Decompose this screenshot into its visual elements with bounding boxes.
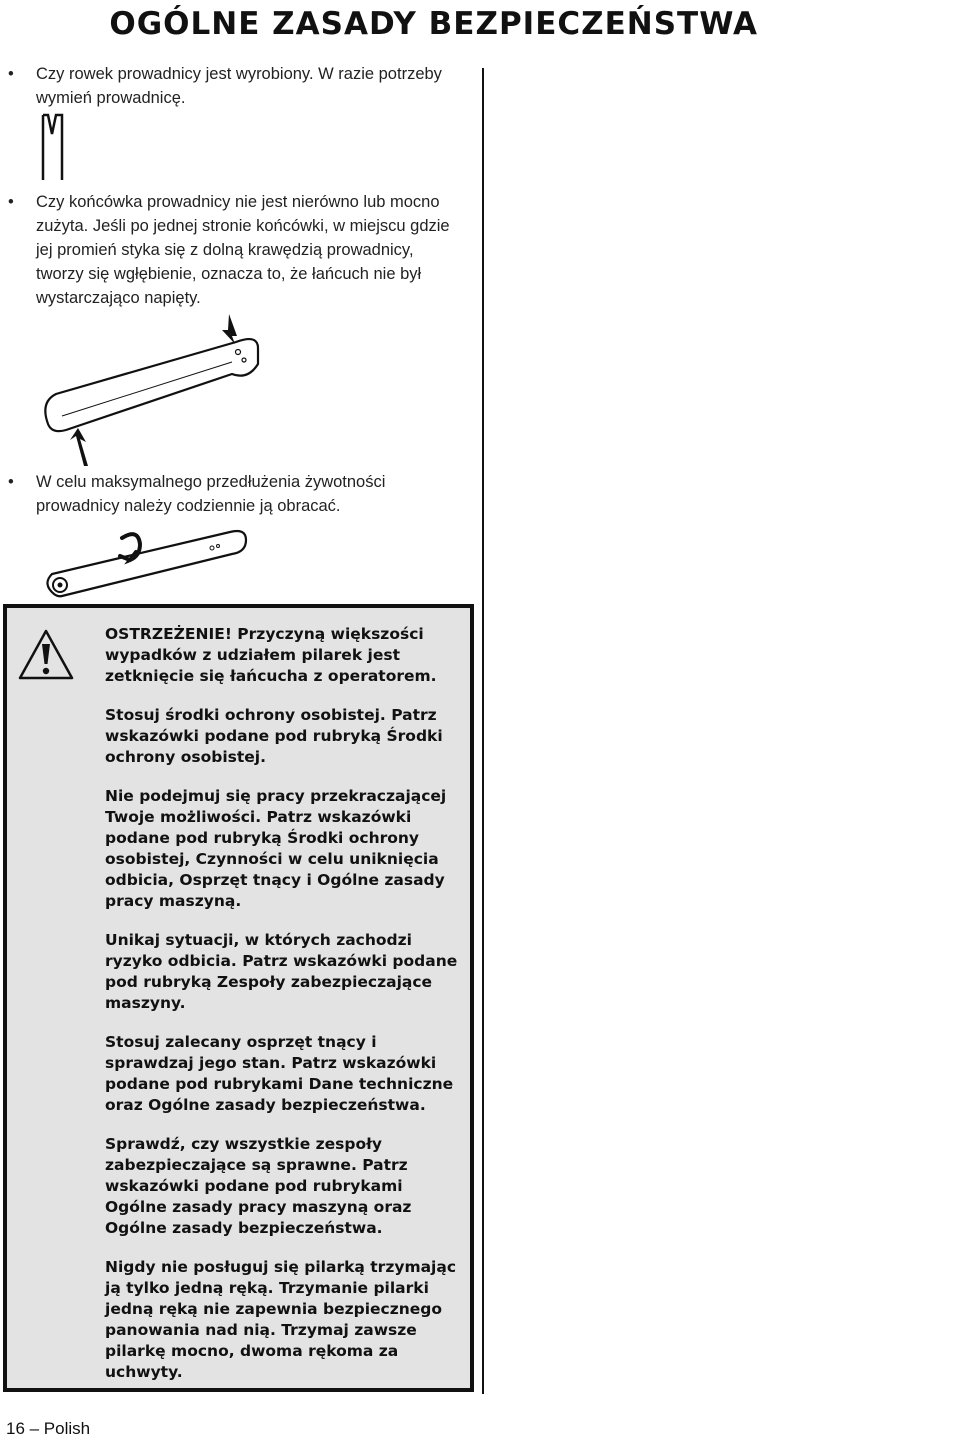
worn-guide-bar-figure [36,302,272,470]
bullet-text: Czy końcówka prowadnicy nie jest nierówno lub mocno zużyta. Jeśli po jednej stronie końcówki, w miejscu gdzie jej promień styka się z dolną krawędzią prowadnicy, tworzy się wgłębienie, oznacza to, że łańcuch nie był wystarczająco napięty. [36,193,450,307]
list-item [8,470,463,518]
warning-paragraph: OSTRZEŻENIE! Przyczyną większości wypadków z udziałem pilarek jest zetknięcie się łańcucha z operatorem. [105,625,437,685]
bullet-text: Czy rowek prowadnicy jest wyrobiony. W razie potrzeby wymień prowadnicę. [36,65,442,107]
groove-cross-section-figure [40,112,80,184]
page-footer: 16 – Polish [6,1419,91,1438]
list-item [8,62,463,110]
warning-paragraph: Nie podejmuj się pracy przekraczającej Twoje możliwości. Patrz wskazówki podane pod rubryką Środki ochrony osobistej, Czynności w celu uniknięcia odbicia, Osprzęt tnący i Ogólne zasady pracy maszyną. [105,787,447,910]
warning-paragraph: Stosuj zalecany osprzęt tnący i sprawdzaj jego stan. Patrz wskazówki podane pod rubrykami Dane techniczne oraz Ogólne zasady bezpieczeństwa. [105,1033,454,1114]
column-divider [482,68,484,1394]
warning-triangle-icon [17,628,75,682]
bullet-marker: • [8,473,14,491]
bullet-marker: • [8,65,14,83]
bullet-marker: • [8,193,14,211]
warning-paragraph: Sprawdź, czy wszystkie zespoły zabezpieczające są sprawne. Patrz wskazówki podane pod rubrykami Ogólne zasady pracy maszyną oraz Ogólne zasady bezpieczeństwa. [105,1135,412,1237]
bullet-text: W celu maksymalnego przedłużenia żywotności prowadnicy należy codziennie ją obracać. [36,473,386,515]
page-title: OGÓLNE ZASADY BEZPIECZEŃSTWA [109,6,758,42]
warning-box [3,604,474,1392]
warning-paragraph: Stosuj środki ochrony osobistej. Patrz wskazówki podane pod rubryką Środki ochrony osobistej. [105,706,443,766]
warning-text [105,624,465,1401]
warning-paragraph: Unikaj sytuacji, w których zachodzi ryzyko odbicia. Patrz wskazówki podane pod rubryką Zespoły zabezpieczające maszyny. [105,931,458,1012]
list-item [8,190,463,310]
warning-paragraph: Nigdy nie posługuj się pilarką trzymając ją tylko jedną ręką. Trzymanie pilarki jedną ręką nie zapewnia bezpiecznego panowania nad nią. Trzymaj zawsze pilarkę mocno, dwoma rękoma za uchwyty. [105,1258,457,1381]
rotate-guide-bar-figure [40,522,256,604]
